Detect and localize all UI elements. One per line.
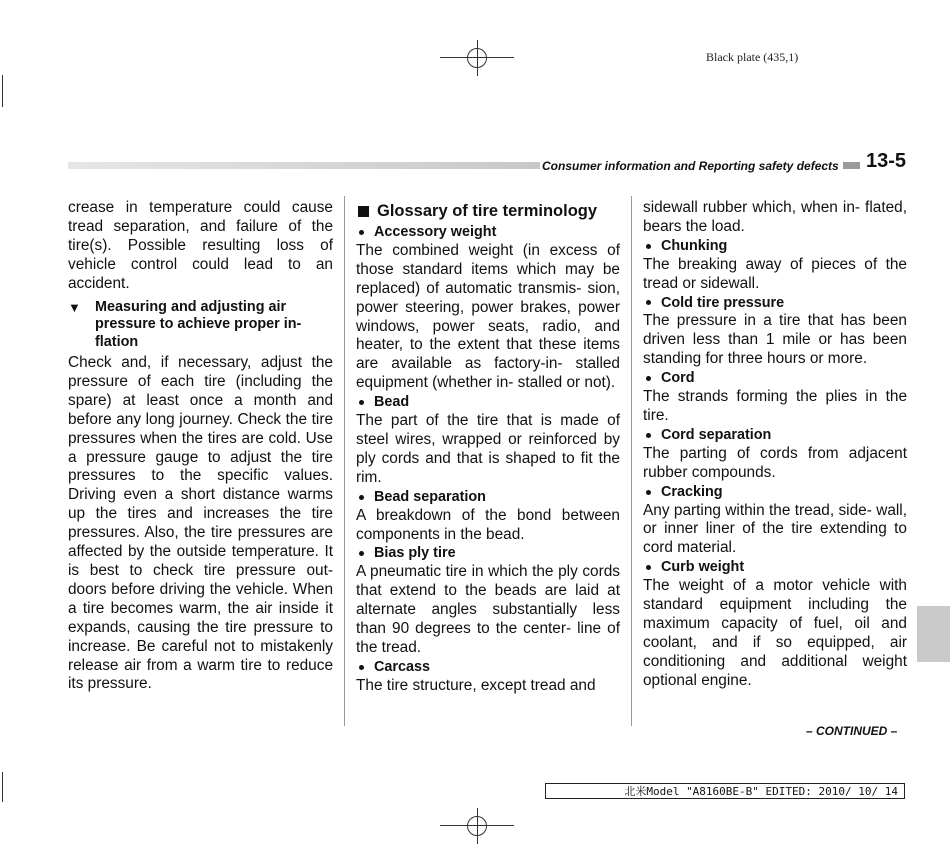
glossary-definition: The combined weight (in excess of those standard items which may be replaced) of automatic transmis- sion, power steering, power brakes, power windows, power seats, radio, and heater, to the extent that these items are available as factory-in- stalled equipment (whether in- stalled or not).	[356, 241, 620, 392]
registration-mark-bottom	[440, 808, 514, 844]
glossary-title: Glossary of tire terminology	[356, 201, 620, 221]
glossary-definition: Any parting within the tread, side- wall, or inner liner of the tire extending to cord material.	[643, 501, 907, 557]
registration-mark-top	[440, 40, 514, 76]
square-bullet-icon	[358, 206, 369, 217]
bullet-icon	[359, 551, 364, 556]
continued-label: – CONTINUED –	[806, 724, 898, 738]
crop-mark-left-bottom	[2, 772, 3, 802]
glossary-definition: The tire structure, except tread and	[356, 676, 596, 694]
glossary-term: Bias ply tire	[356, 544, 620, 563]
header-section-title: Consumer information and Reporting safety defects	[540, 159, 843, 173]
subheading	[68, 299, 333, 352]
glossary-term: Carcass	[356, 658, 620, 677]
glossary-definition-continued: sidewall rubber which, when in- flated, bears the load.	[643, 199, 907, 235]
column-1	[68, 199, 333, 694]
bullet-icon	[359, 230, 364, 235]
glossary-term: Cold tire pressure	[643, 294, 907, 313]
glossary-definition: The part of the tire that is made of steel wires, wrapped or reinforced by ply cords and that is shaped to fit the rim.	[356, 412, 620, 486]
glossary-definition: A breakdown of the bond between components in the bead.	[356, 506, 620, 543]
bullet-icon	[646, 376, 651, 381]
triangle-down-icon: ▼	[68, 299, 81, 315]
bullet-icon	[359, 495, 364, 500]
subheading-text: Measuring and adjusting air pressure to achieve proper in- flation	[95, 298, 302, 350]
glossary-term: Curb weight	[643, 558, 907, 577]
footer-edit-stamp: 北米Model "A8160BE-B" EDITED: 2010/ 10/ 14	[545, 783, 905, 799]
glossary-definition: The breaking away of pieces of the tread or sidewall.	[643, 255, 907, 292]
glossary-term: Cord separation	[643, 426, 907, 445]
glossary-definition: The strands forming the plies in the tire.	[643, 388, 907, 424]
column-2	[356, 201, 620, 696]
column-divider	[631, 196, 632, 726]
bullet-icon	[646, 565, 651, 570]
page-number: 13-5	[866, 150, 907, 172]
glossary-definition: The weight of a motor vehicle with standard equipment including the maximum capacity of fuel, oil and coolant, and if so equipped, air conditioning and additional weight optional engine.	[643, 577, 907, 689]
glossary-term: Cord	[643, 369, 907, 388]
glossary-term: Cracking	[643, 483, 907, 502]
paragraph: Check and, if necessary, adjust the pressure of each tire (including the spare) at least once a month and before any long journey. Check the tire pressures when the tires are cold. Use a pressure gauge to adjust the tire pressures to the specific values. Driving even a short distance warms up the tires and increases the tire pressures. Also, the tire pressures are affected by the outside temperature. It is best to check tire pressure out- doors before driving the vehicle. When a tire becomes warm, the air inside it expands, causing the tire pressure to increase. Be careful not to mistakenly release air from a warm tire to reduce its pressure.	[68, 354, 333, 693]
column-divider	[344, 196, 345, 726]
bullet-icon	[359, 665, 364, 670]
glossary-definition: The parting of cords from adjacent rubber compounds.	[643, 444, 907, 481]
bullet-icon	[646, 490, 651, 495]
bullet-icon	[359, 400, 364, 405]
glossary-term: Accessory weight	[356, 223, 620, 242]
paragraph: crease in temperature could cause tread separation, and failure of the tire(s). Possible resulting loss of vehicle control could lead to an accident.	[68, 199, 333, 292]
bullet-icon	[646, 433, 651, 438]
glossary-definition: A pneumatic tire in which the ply cords that extend to the beads are laid at alternate angles substantially less than 90 degrees to the center- line of the tread.	[356, 563, 620, 656]
bullet-icon	[646, 244, 651, 249]
column-3	[643, 199, 907, 691]
glossary-definition: The pressure in a tire that has been driven less than 1 mile or has been standing for three hours or more.	[643, 312, 907, 368]
glossary-term: Bead	[356, 393, 620, 412]
chapter-tab	[917, 606, 950, 662]
bullet-icon	[646, 300, 651, 305]
crop-mark-left-top	[2, 75, 3, 107]
plate-label: Black plate (435,1)	[706, 50, 799, 64]
glossary-term: Chunking	[643, 237, 907, 256]
glossary-term: Bead separation	[356, 488, 620, 507]
